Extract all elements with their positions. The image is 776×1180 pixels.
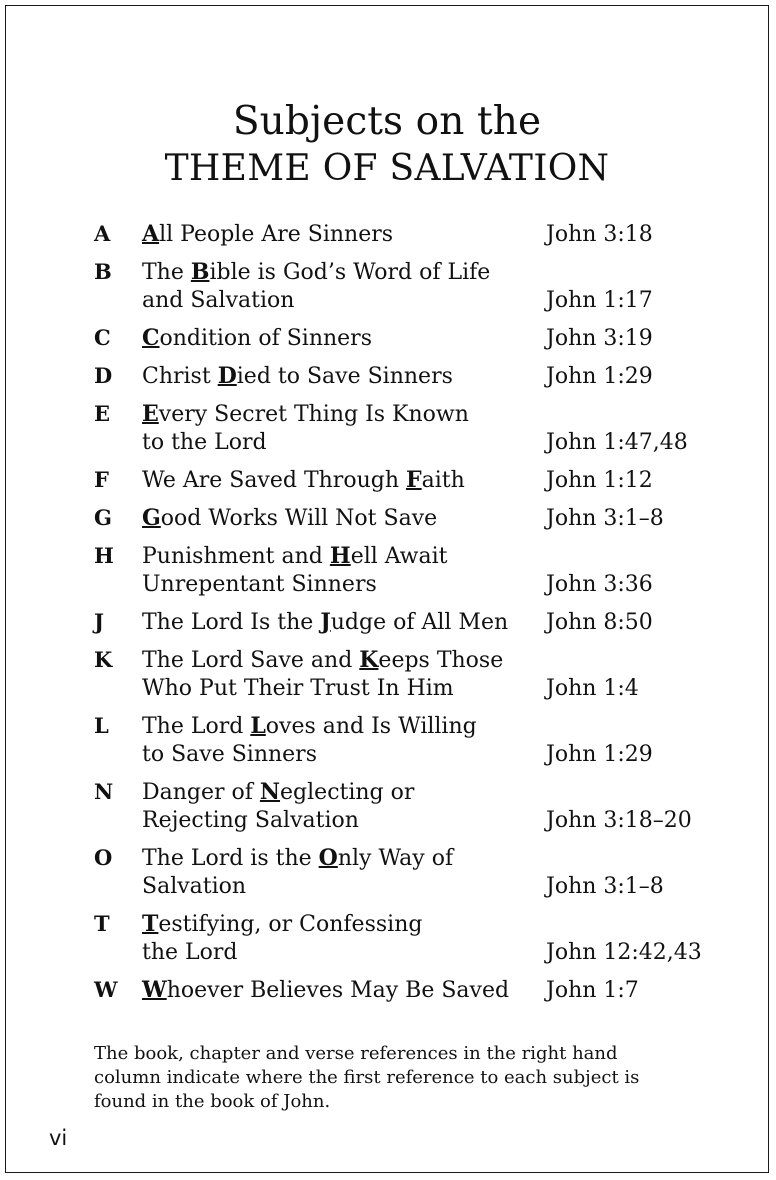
subject-entry [94, 844, 704, 901]
entry-title-line-1 [142, 976, 546, 1005]
entry-title [142, 608, 546, 637]
title-line-1: Subjects on the [232, 99, 542, 144]
entry-title [142, 400, 546, 457]
entry-title-line-1 [142, 910, 546, 939]
entry-title-rest: very Secret Thing Is Known [158, 402, 469, 427]
entry-reference: John 3:18 [546, 222, 653, 247]
entry-title-line-2: Rejecting Salvation [142, 808, 359, 833]
entry-letter: J [94, 609, 104, 634]
entry-title [142, 844, 546, 901]
entry-title-line-1 [142, 844, 546, 873]
entry-letter: L [94, 713, 109, 738]
entry-title [142, 258, 546, 315]
entry-title-line-2: and Salvation [142, 288, 295, 313]
entry-letter: W [94, 977, 118, 1002]
entry-title-line-1 [142, 220, 546, 249]
entry-title-prefix: The Lord [142, 714, 251, 739]
subject-entry [94, 542, 704, 599]
entry-title-prefix: Danger of [142, 780, 260, 805]
entry-title-rest: eeps Those [378, 648, 504, 673]
entry-key-letter: J [320, 609, 331, 635]
entry-title-rest: udge of All Men [330, 610, 509, 635]
entry-title-rest: ible is God’s Word of Life [209, 260, 491, 285]
entry-key-letter: L [250, 713, 266, 739]
subject-entry [94, 646, 704, 703]
entry-reference: John 8:50 [546, 610, 653, 635]
entry-title-rest: ied to Save Sinners [236, 364, 453, 389]
subject-entry [94, 324, 704, 353]
entry-letter: E [94, 401, 111, 426]
entry-title-prefix: The Lord Is the [142, 610, 321, 635]
entry-reference: John 1:29 [546, 742, 653, 767]
entry-title-line-2: Salvation [142, 874, 247, 899]
entry-letter: H [94, 543, 114, 568]
page-number: vi [49, 1126, 68, 1150]
entry-letter: N [94, 779, 114, 804]
footnote-line-2: column indicate where the first reference to each subject is [94, 1067, 640, 1088]
entry-title-line-1 [142, 362, 546, 391]
entry-title-line-2: Who Put Their Trust In Him [142, 676, 454, 701]
book-page [5, 5, 769, 1173]
subject-entry [94, 778, 704, 835]
footnote-line-3: found in the book of John. [94, 1091, 331, 1112]
entry-reference: John 1:47,48 [546, 430, 688, 455]
entry-title-line-1 [142, 400, 546, 429]
entry-title-line-1 [142, 542, 546, 571]
entry-key-letter: T [142, 911, 159, 937]
entry-title-line-1 [142, 608, 546, 637]
entry-title [142, 712, 546, 769]
entry-key-letter: K [359, 647, 379, 673]
subject-entry [94, 976, 704, 1005]
entry-title-prefix: We Are Saved Through [142, 468, 406, 493]
entry-reference: John 3:19 [546, 326, 653, 351]
entry-title-line-2: Unrepentant Sinners [142, 572, 377, 597]
entry-title-rest: oves and Is Willing [265, 714, 477, 739]
entry-title-prefix: The Lord Save and [142, 648, 360, 673]
entry-title-prefix: Punishment and [142, 544, 330, 569]
entry-title [142, 324, 546, 353]
entry-title-line-1 [142, 646, 546, 675]
entry-title-prefix: The [142, 260, 191, 285]
subject-entry [94, 504, 704, 533]
entry-title [142, 220, 546, 249]
entry-reference: John 12:42,43 [546, 940, 702, 965]
subject-entry [94, 362, 704, 391]
entry-reference: John 1:17 [546, 288, 653, 313]
entry-title-line-1 [142, 466, 546, 495]
entry-reference: John 3:1–8 [546, 506, 664, 531]
footnote-line-1: The book, chapter and verse references in the right hand [94, 1043, 618, 1064]
entry-title-rest: ell Await [350, 544, 448, 569]
entry-reference: John 1:29 [546, 364, 653, 389]
subject-entry [94, 466, 704, 495]
subject-entry [94, 400, 704, 457]
entry-title [142, 542, 546, 599]
entry-letter: O [94, 845, 113, 870]
entry-reference: John 1:4 [546, 676, 639, 701]
entry-title-line-1 [142, 258, 546, 287]
entry-title [142, 362, 546, 391]
entry-key-letter: G [142, 505, 161, 531]
entry-title-line-1 [142, 712, 546, 741]
page-title [6, 99, 768, 189]
entry-title-line-2: the Lord [142, 940, 238, 965]
entry-letter: D [94, 363, 113, 388]
entry-reference: John 1:7 [546, 978, 639, 1003]
subject-entry [94, 258, 704, 315]
footnote [94, 1042, 694, 1114]
subject-entry [94, 712, 704, 769]
entry-letter: F [94, 467, 109, 492]
entry-title-rest: ll People Are Sinners [159, 222, 394, 247]
entry-key-letter: W [142, 977, 167, 1003]
entry-title-rest: ood Works Will Not Save [160, 506, 438, 531]
entry-title [142, 778, 546, 835]
entry-reference: John 1:12 [546, 468, 653, 493]
entry-title-line-1 [142, 504, 546, 533]
entry-reference: John 3:36 [546, 572, 653, 597]
entry-title [142, 646, 546, 703]
entry-key-letter: N [259, 779, 281, 805]
entry-key-letter: O [318, 845, 338, 871]
entry-title-line-1 [142, 324, 546, 353]
entry-title-line-2: to Save Sinners [142, 742, 317, 767]
entry-letter: B [94, 259, 112, 284]
entry-letter: C [94, 325, 111, 350]
entry-reference: John 3:1–8 [546, 874, 664, 899]
entry-title-rest: estifying, or Confessing [158, 912, 423, 937]
entry-title-rest: eglecting or [280, 780, 415, 805]
entry-title-rest: ondition of Sinners [159, 326, 372, 351]
entry-key-letter: H [329, 543, 351, 569]
entry-title-prefix: Christ [142, 364, 218, 389]
subject-entry [94, 220, 704, 249]
entry-title-line-2: to the Lord [142, 430, 267, 455]
entry-key-letter: B [190, 259, 210, 285]
entry-title-rest: aith [421, 468, 465, 493]
entry-title [142, 466, 546, 495]
entry-key-letter: D [217, 363, 237, 389]
entry-letter: A [94, 221, 111, 246]
entry-title-rest: hoever Believes May Be Saved [166, 978, 510, 1003]
entry-letter: T [94, 911, 110, 936]
entry-title [142, 976, 546, 1005]
subject-entry [94, 608, 704, 637]
entry-title-rest: nly Way of [337, 846, 454, 871]
entry-key-letter: A [142, 221, 160, 247]
entry-key-letter: C [142, 325, 160, 351]
title-line-2: THEME OF SALVATION [164, 148, 610, 189]
entry-title [142, 910, 546, 967]
subject-list [94, 220, 704, 1014]
entry-title-prefix: The Lord is the [142, 846, 319, 871]
entry-title-line-1 [142, 778, 546, 807]
subject-entry [94, 910, 704, 967]
entry-letter: G [94, 505, 112, 530]
entry-key-letter: F [405, 467, 422, 493]
entry-key-letter: E [142, 401, 159, 427]
entry-letter: K [94, 647, 113, 672]
entry-title [142, 504, 546, 533]
entry-reference: John 3:18–20 [546, 808, 692, 833]
